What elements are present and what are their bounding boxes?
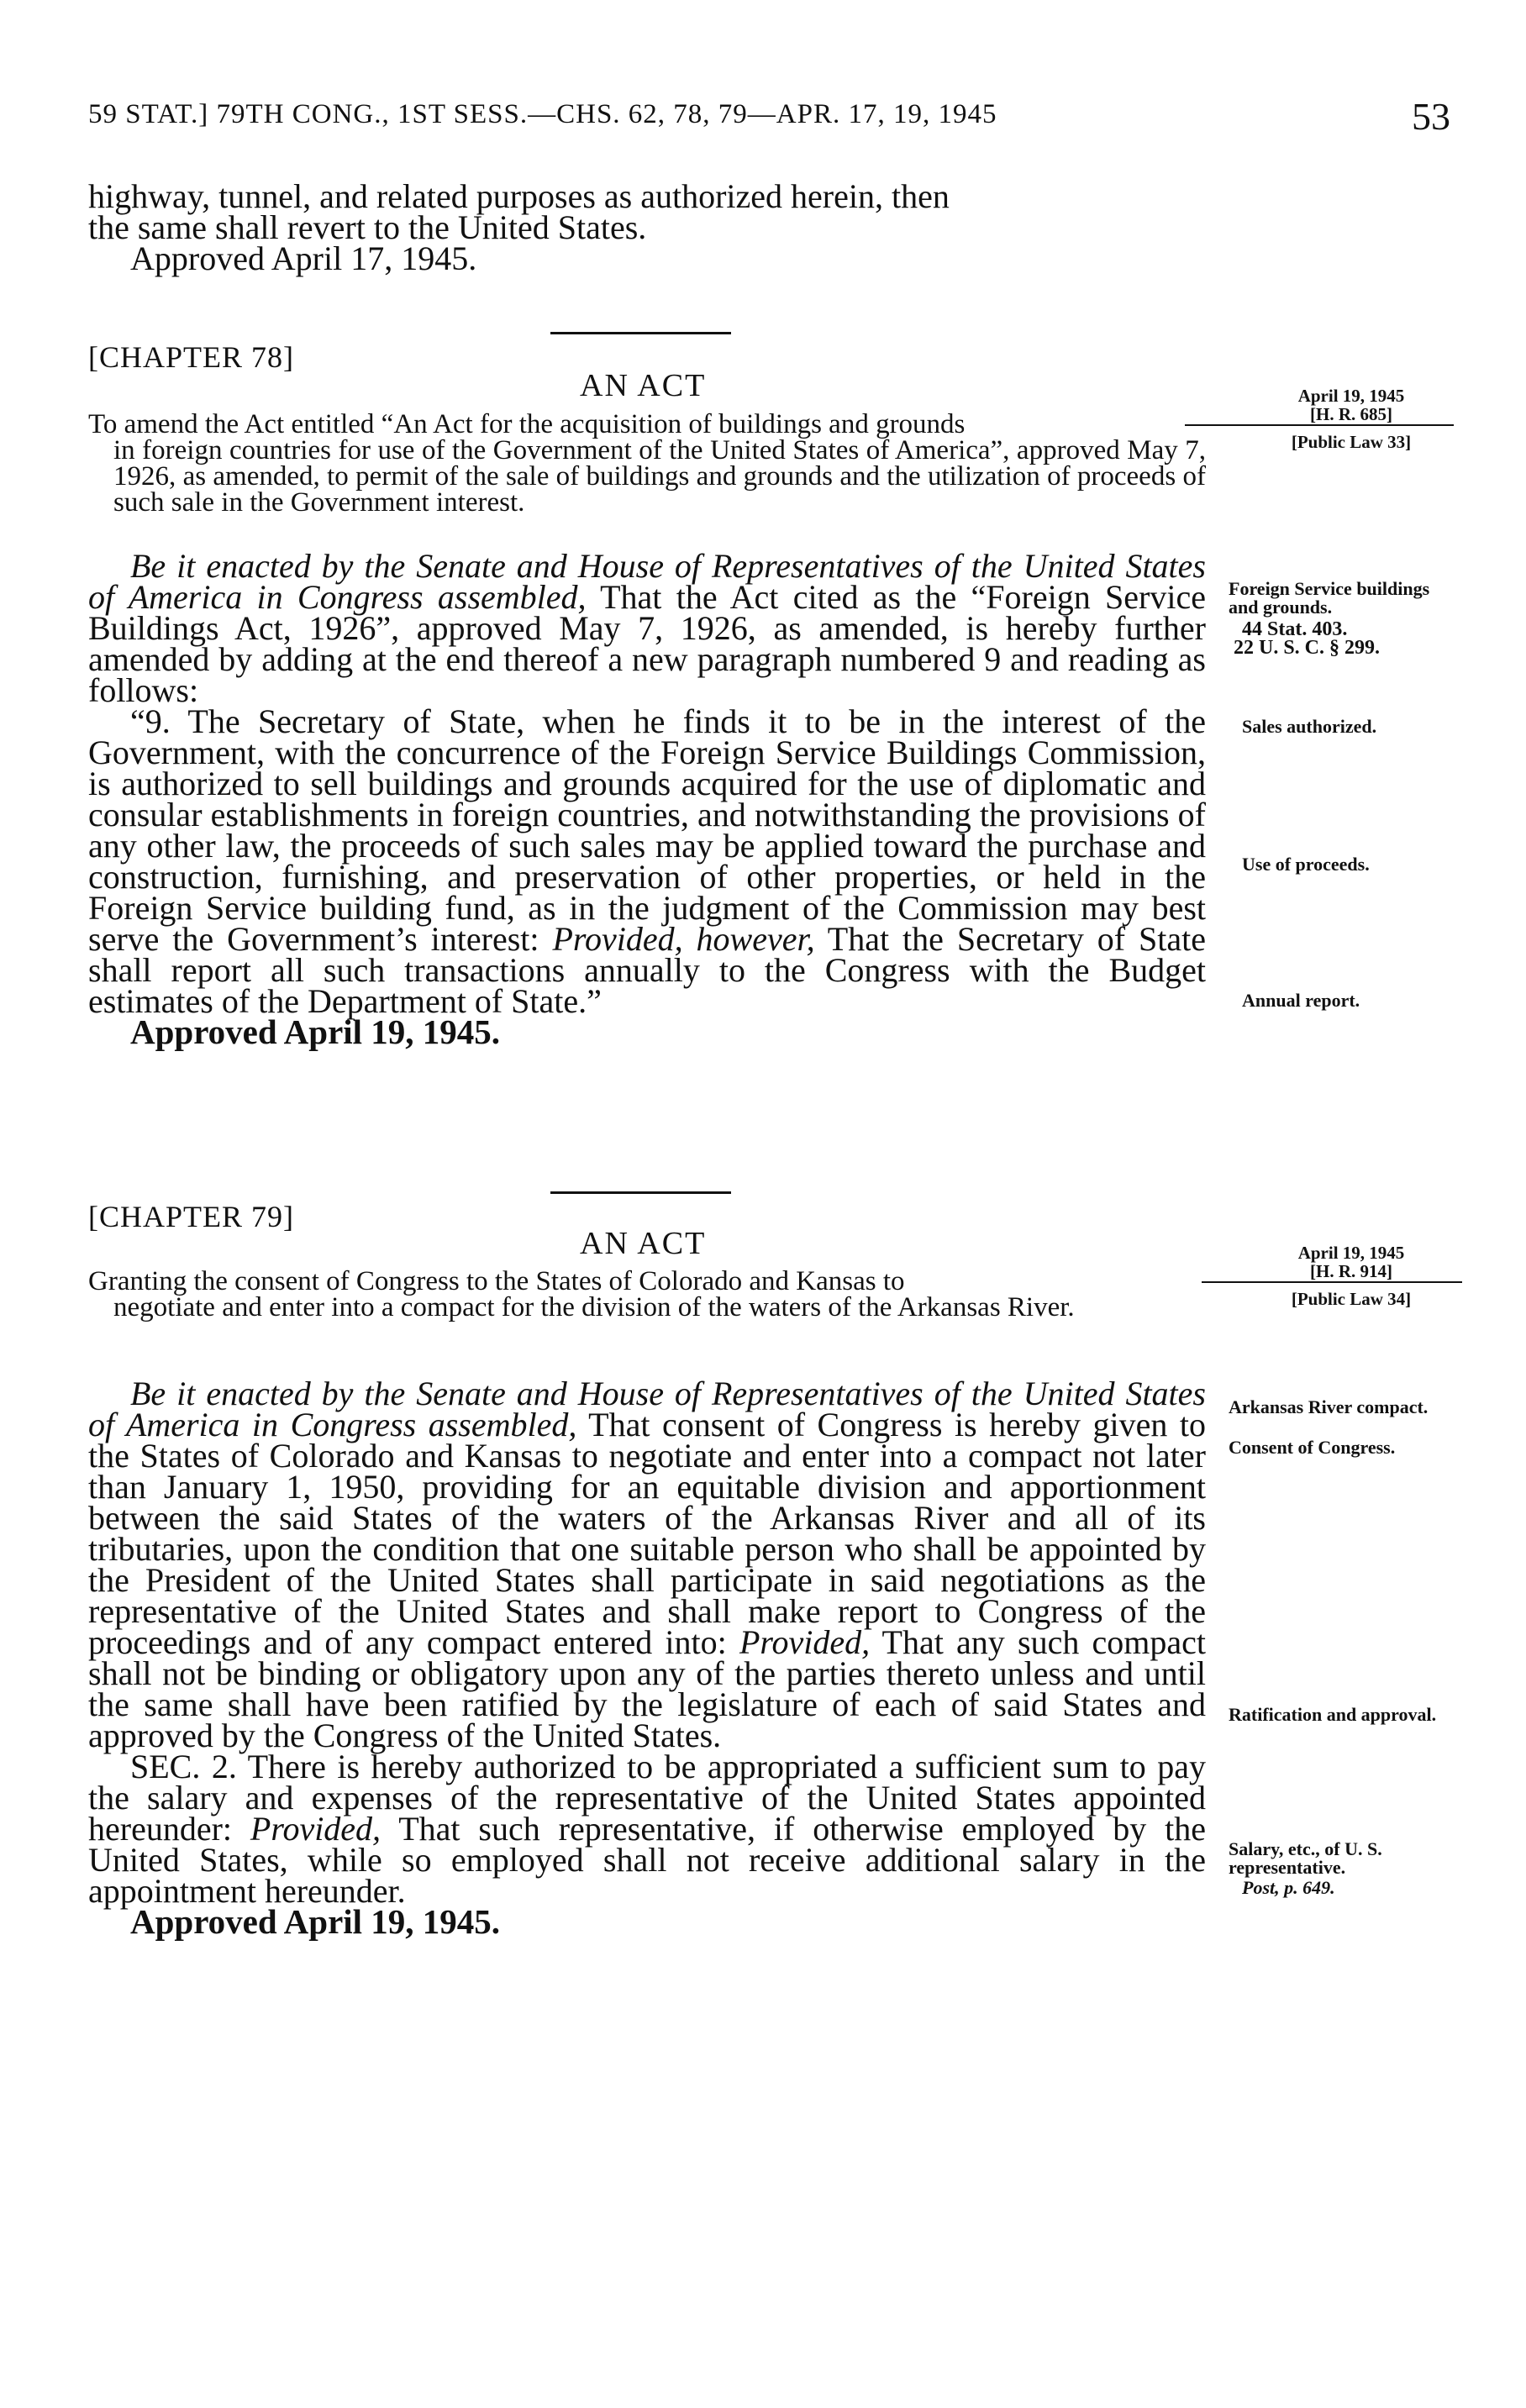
enacting-clause: [88, 1375, 1206, 1754]
paragraph-text: That any such compact shall not be binding or obligatory upon any of the parties thereto unless and until the same shall have been ratified by the legislature of each of said States and approved by the Congress of the United States.: [88, 1623, 1206, 1754]
title-rest: in foreign countries for use of the Government of the United States of America”, approved May 7, 1926, as amended, to permit of the sale of buildings and grounds and the utilization of proceeds of such sale in the Government interest.: [113, 435, 1206, 518]
chapter-78-heading: AN ACT: [580, 368, 707, 403]
margin-note-arkansas: Arkansas River compact.: [1229, 1396, 1429, 1417]
paragraph-9: [88, 702, 1206, 1020]
page-number: 53: [1412, 95, 1450, 138]
approval-line: Approved April 19, 1945.: [130, 1012, 501, 1051]
chapter-78-body: [88, 547, 1206, 1051]
paragraph-text: That such representative, if otherwise employed by the United States, while so employed shall not receive additional salary in the appointment hereunder.: [88, 1810, 1207, 1910]
text-line: the same shall revert to the United States.: [88, 208, 647, 246]
chapter-78-date: April 19, 1945: [1297, 386, 1405, 406]
proviso: Provided,: [739, 1623, 871, 1661]
paragraph-text: “9. The Secretary of State, when he finds it to be in the interest of the Government, with the concurrence of the Foreign Service Buildings Commission, is authorized to sell buildings and grounds acquired for the use of diplomatic and consular establishments in foreign countries, and notwithstanding the provisions of any other law, the proceeds of such sales may be applied toward the purchase and construction, furnishing, and preservation of other properties, or held in the Foreign Service building fund, as in the judgment of the Commission may best serve the Government’s interest:: [88, 702, 1206, 958]
chapter-78-title: [88, 409, 1206, 518]
chapter-78-bill: [H. R. 685]: [1310, 404, 1392, 424]
margin-note-proceeds: Use of proceeds.: [1242, 854, 1370, 875]
section-2: [88, 1748, 1207, 1910]
enacting-text: That the Act cited as the “Foreign Service Buildings Act, 1926”, approved May 7, 1926, as amended, is hereby further amended by adding at the end thereof a new paragraph numbered 9 and reading as follows:: [88, 578, 1206, 709]
enacting-clause: [88, 547, 1206, 709]
margin-rule: [1202, 1281, 1462, 1283]
margin-citation: 44 Stat. 403.: [1242, 618, 1348, 640]
section-rule: [550, 1191, 731, 1194]
margin-note-foreign-service: Foreign Service buildings and grounds.: [1229, 578, 1430, 618]
section-label: SEC. 2.: [130, 1748, 237, 1785]
margin-citation: 22 U. S. C. § 299.: [1234, 637, 1381, 659]
chapter-79-public-law: [Public Law 34]: [1291, 1289, 1412, 1309]
running-header: 59 STAT.] 79TH CONG., 1ST SESS.—CHS. 62, 78, 79—APR. 17, 19, 1945: [88, 99, 997, 129]
chapter62-tail: [88, 177, 1206, 277]
enacting-formula: Be it enacted by the Senate and House of Representatives of the United States of America in Congress assembled,: [88, 1375, 1206, 1443]
proviso: Provided, however,: [552, 920, 815, 958]
chapter-79-label: [CHAPTER 79]: [88, 1200, 294, 1233]
margin-rule: [1185, 424, 1454, 426]
title-first-line: Granting the consent of Congress to the States of Colorado and Kansas to: [88, 1266, 905, 1296]
margin-note-salary: Salary, etc., of U. S. representative.: [1229, 1838, 1382, 1878]
title-first-line: To amend the Act entitled “An Act for the acquisition of buildings and grounds: [88, 409, 966, 439]
margin-note-post: Post, p. 649.: [1242, 1877, 1335, 1898]
chapter-79-title: [88, 1266, 1206, 1322]
paragraph-text: That the Secretary of State shall report all such transactions annually to the Congress with the Budget estimates of the Department of State.”: [88, 920, 1206, 1020]
margin-note-ratification: Ratification and approval.: [1229, 1704, 1437, 1725]
section-rule: [550, 332, 731, 334]
approval-line: Approved April 17, 1945.: [130, 239, 477, 277]
chapter-79-heading: AN ACT: [580, 1226, 707, 1261]
chapter-79-date: April 19, 1945: [1297, 1243, 1405, 1263]
title-rest: negotiate and enter into a compact for the division of the waters of the Arkansas River.: [113, 1292, 1075, 1322]
chapter-78-label: [CHAPTER 78]: [88, 340, 294, 374]
chapter-79-body: [88, 1375, 1207, 1941]
approval-line: Approved April 19, 1945.: [130, 1902, 501, 1941]
margin-note-annual-report: Annual report.: [1242, 990, 1360, 1011]
chapter-79-bill: [H. R. 914]: [1310, 1261, 1392, 1281]
paragraph-text: That consent of Congress is hereby given to the States of Colorado and Kansas to negotiate and enter into a compact not later than January 1, 1950, providing for an equitable division and apportionment between the said States of the waters of the Arkansas River and all of its tributaries, upon the condition that one suitable person who shall be appointed by the President of the United States shall participate in said negotiations as the representative of the United States and shall make report to Congress of the proceedings and of any compact entered into:: [88, 1406, 1206, 1661]
margin-note-consent: Consent of Congress.: [1229, 1437, 1396, 1458]
chapter-78-public-law: [Public Law 33]: [1291, 432, 1412, 452]
margin-note-sales: Sales authorized.: [1242, 716, 1377, 737]
proviso: Provided,: [250, 1810, 382, 1848]
paragraph-text: There is hereby authorized to be appropriated a sufficient sum to pay the salary and expenses of the representative of the United States appointed hereunder:: [88, 1748, 1207, 1848]
enacting-formula: Be it enacted by the Senate and House of Representatives of the United States of America in Congress assembled,: [88, 547, 1206, 616]
text-line: highway, tunnel, and related purposes as authorized herein, then: [88, 177, 950, 215]
